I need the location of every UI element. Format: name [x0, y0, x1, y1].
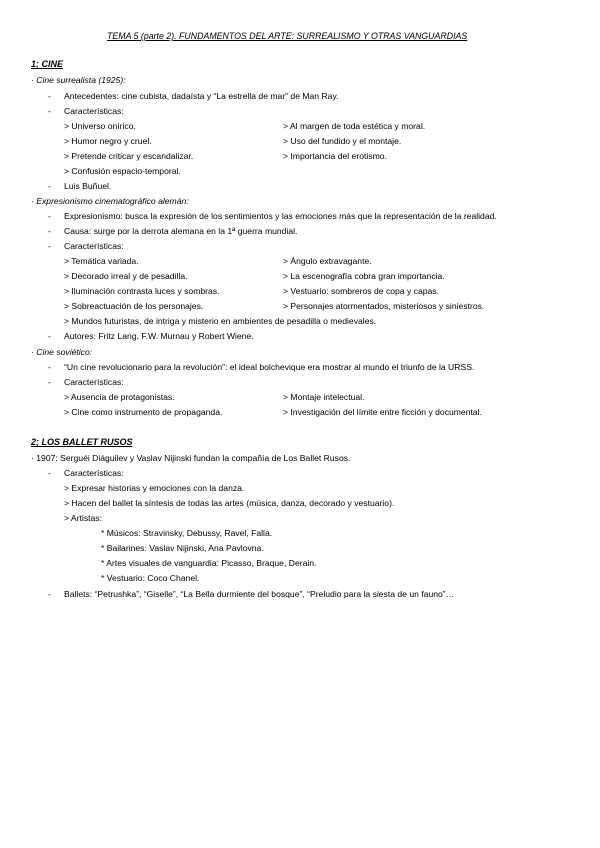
- dash-marker: -: [48, 91, 51, 101]
- dash-marker: -: [48, 226, 51, 236]
- artist-item: * Bailarines: Vaslav Nijinski, Ana Pavlovna.: [101, 543, 264, 553]
- list-item: > Ángulo extravagante.: [283, 256, 372, 266]
- bullet-dot: ·: [31, 347, 34, 357]
- dash-marker: -: [48, 106, 51, 116]
- sovietico-lema: “Un cine revolucionario para la revolución”: el ideal bolchevique era mostrar al mundo el triunfo de la URSS.: [64, 362, 475, 372]
- ballet-intro-line: [31, 453, 350, 464]
- list-item: > Decorado irreal y de pesadilla.: [64, 271, 188, 281]
- expresionismo-autores: Autores: Fritz Lang, F.W. Murnau y Robert Wiene.: [64, 331, 254, 341]
- list-item: > La escenografía cobra gran importancia.: [283, 271, 445, 281]
- surrealista-caracteristicas-label: Características:: [64, 106, 124, 116]
- section-heading-cine: 1; CINE: [31, 59, 64, 69]
- list-item: > Importancia del erotismo.: [283, 151, 387, 161]
- sovietico-caracteristicas-label: Características:: [64, 377, 124, 387]
- list-item: > Artistas:: [64, 513, 102, 523]
- bullet-dot: ·: [31, 75, 34, 85]
- list-item: > Personajes atormentados, misteriosos y siniestros.: [283, 301, 485, 311]
- subsection-sovietico: [31, 347, 92, 358]
- artist-item: * Músicos: Stravinsky, Debussy, Ravel, Falla.: [101, 528, 273, 538]
- subsection-label: Expresionismo cinematográfico alemán:: [36, 196, 189, 206]
- list-item: > Expresar historias y emociones con la danza.: [64, 483, 245, 493]
- dash-marker: -: [48, 181, 51, 191]
- bullet-dot: ·: [31, 196, 34, 206]
- ballet-caracteristicas-label: Características:: [64, 468, 124, 478]
- list-item: > Vestuario: sombreros de copa y capas.: [283, 286, 439, 296]
- list-item: > Pretende criticar y escandalizar.: [64, 151, 194, 161]
- list-item: > Uso del fundido y el montaje.: [283, 136, 402, 146]
- expresionismo-causa: Causa: surge por la derrota alemana en la 1ª guerra mundial.: [64, 226, 298, 236]
- list-item: > Sobreactuación de los personajes.: [64, 301, 204, 311]
- expresionismo-caracteristicas-label: Características:: [64, 241, 124, 251]
- list-item: > Confusión espacio-temporal.: [64, 166, 181, 176]
- list-item: > Iluminación contrasta luces y sombras.: [64, 286, 220, 296]
- list-item: > Al margen de toda estética y moral.: [283, 121, 426, 131]
- list-item: > Ausencia de protagonistas.: [64, 392, 175, 402]
- section-heading-ballet: 2; LOS BALLET RUSOS: [31, 437, 133, 447]
- ballets-list: Ballets: “Petrushka”, “Giselle”, “La Bella durmiente del bosque”, “Preludio para la siesta de un fauno”…: [64, 589, 455, 599]
- subsection-expresionismo: [31, 196, 189, 207]
- dash-marker: -: [48, 468, 51, 478]
- artist-item: * Vestuario: Coco Chanel.: [101, 573, 200, 583]
- list-item: > Mundos futuristas, de intriga y misterio en ambientes de pesadilla o medievales.: [64, 316, 377, 326]
- list-item: > Temática variada.: [64, 256, 139, 266]
- list-item: > Humor negro y cruel.: [64, 136, 152, 146]
- list-item: > Montaje intelectual.: [283, 392, 365, 402]
- dash-marker: -: [48, 241, 51, 251]
- bullet-dot: ·: [31, 453, 34, 463]
- subsection-label: Cine soviético:: [36, 347, 93, 357]
- artist-item: * Artes visuales de vanguardia: Picasso, Braque, Derain.: [101, 558, 317, 568]
- subsection-label: Cine surrealista (1925):: [36, 75, 126, 85]
- list-item: > Cine como instrumento de propaganda.: [64, 407, 223, 417]
- list-item: > Investigación del límite entre ficción y documental.: [283, 407, 482, 417]
- ballet-intro: 1907: Serguéi Diáguilev y Vaslav Nijinski fundan la compañía de Los Ballet Rusos.: [36, 453, 351, 463]
- dash-marker: -: [48, 377, 51, 387]
- dash-marker: -: [48, 589, 51, 599]
- dash-marker: -: [48, 211, 51, 221]
- document-title: TEMA 5 (parte 2). FUNDAMENTOS DEL ARTE: SURREALISMO Y OTRAS VANGUARDIAS: [107, 31, 468, 41]
- surrealista-autor: Luis Buñuel.: [64, 181, 112, 191]
- dash-marker: -: [48, 331, 51, 341]
- expresionismo-definicion: Expresionismo: busca la expresión de los sentimientos y las emociones más que la representación de la realidad.: [64, 211, 497, 221]
- subsection-surrealista: [31, 75, 126, 86]
- list-item: > Hacen del ballet la síntesis de todas las artes (música, danza, decorado y vestuario).: [64, 498, 395, 508]
- dash-marker: -: [48, 362, 51, 372]
- surrealista-antecedentes: Antecedentes: cine cubista, dadaísta y “La estrella de mar” de Man Ray.: [64, 91, 339, 101]
- list-item: > Universo onírico.: [64, 121, 136, 131]
